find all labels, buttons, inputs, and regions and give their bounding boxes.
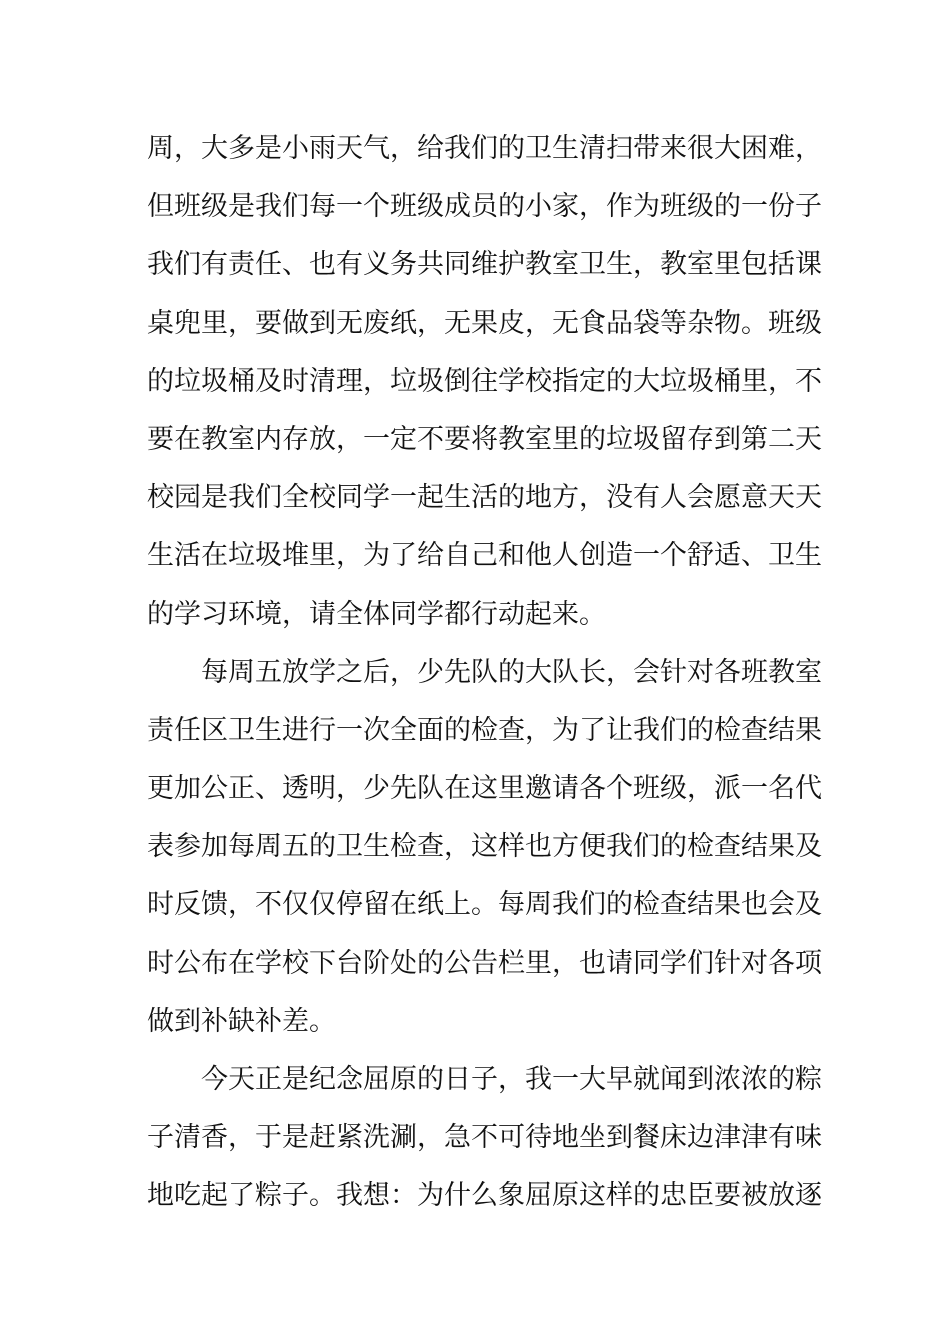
document-body [147, 120, 822, 1226]
paragraph-line: 地吃起了粽子。我想：为什么象屈原这样的忠臣要被放逐 [147, 1180, 822, 1212]
paragraph-line: 今天正是纪念屈原的日子，我一大早就闻到浓浓的粽 [201, 1064, 822, 1095]
paragraph-line: 生活在垃圾堆里，为了给自己和他人创造一个舒适、卫生 [147, 540, 822, 572]
paragraph-line: 责任区卫生进行一次全面的检查，为了让我们的检查结果 [147, 714, 822, 746]
paragraph-line: 的垃圾桶及时清理，垃圾倒往学校指定的大垃圾桶里，不 [147, 365, 822, 397]
paragraph-line: 的学习环境，请全体同学都行动起来。 [147, 598, 606, 630]
paragraph-line: 更加公正、透明，少先队在这里邀请各个班级，派一名代 [147, 773, 822, 805]
paragraph-line: 桌兜里，要做到无废纸，无果皮，无食品袋等杂物。班级 [147, 307, 822, 339]
paragraph-line: 周，大多是小雨天气，给我们的卫生清扫带来很大困难， [147, 133, 822, 164]
paragraph-line: 每周五放学之后，少先队的大队长，会针对各班教室 [201, 656, 822, 688]
paragraph-1 [147, 120, 822, 644]
paragraph-line: 时反馈，不仅仅停留在纸上。每周我们的检查结果也会及 [147, 889, 822, 921]
paragraph-line: 我们有责任、也有义务共同维护教室卫生，教室里包括课 [147, 249, 822, 281]
paragraph-3 [147, 1051, 822, 1226]
paragraph-line: 但班级是我们每一个班级成员的小家，作为班级的一份子 [147, 191, 822, 223]
paragraph-2 [147, 644, 822, 1051]
paragraph-line: 校园是我们全校同学一起生活的地方，没有人会愿意天天 [147, 482, 822, 514]
paragraph-line: 要在教室内存放，一定不要将教室里的垃圾留存到第二天 [147, 423, 822, 455]
paragraph-line: 子清香，于是赶紧洗涮，急不可待地坐到餐床边津津有味 [147, 1122, 822, 1154]
paragraph-line: 表参加每周五的卫生检查，这样也方便我们的检查结果及 [147, 831, 822, 863]
paragraph-line: 做到补缺补差。 [147, 1005, 336, 1037]
paragraph-line: 时公布在学校下台阶处的公告栏里，也请同学们针对各项 [147, 947, 822, 979]
